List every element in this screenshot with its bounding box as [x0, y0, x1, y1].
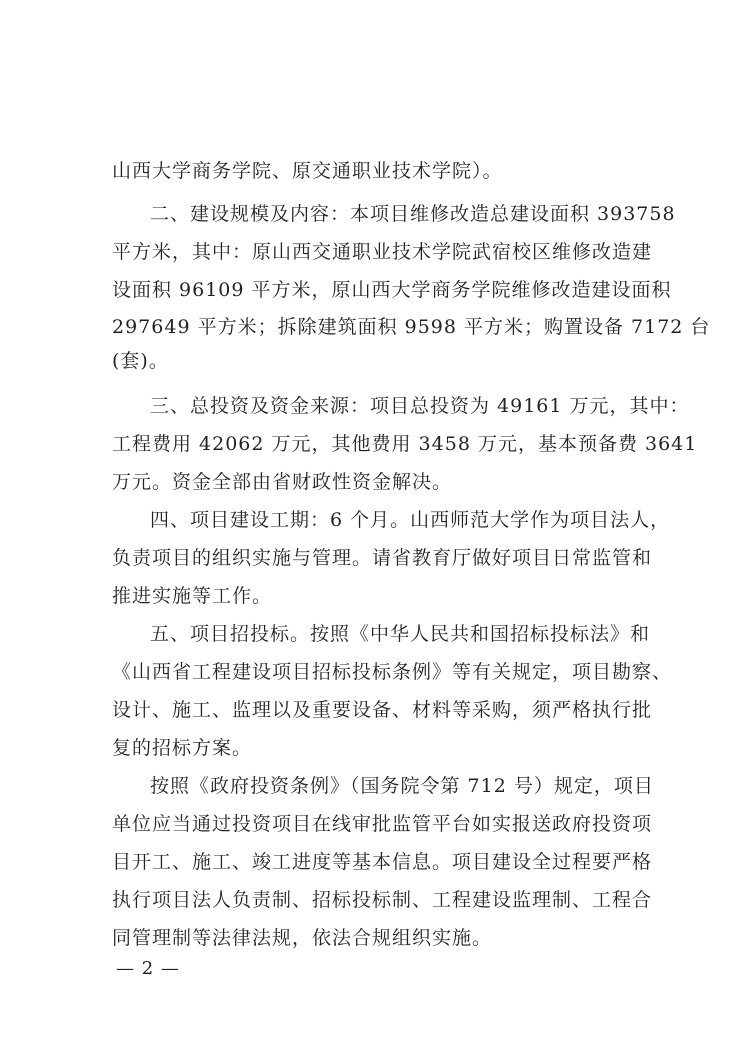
text-line: 二、建设规模及内容：本项目维修改造总建设面积 393758 [150, 203, 676, 225]
text-line: 297649 平方米；拆除建筑面积 9598 平方米；购置设备 7172 台 [112, 316, 711, 338]
text-line: 四、项目建设工期：6 个月。山西师范大学作为项目法人， [150, 509, 671, 531]
text-line: 同管理制等法律法规，依法合规组织实施。 [112, 927, 493, 949]
text-line: 复的招标方案。 [112, 737, 253, 759]
text-line: 平方米，其中：原山西交通职业技术学院武宿校区维修改造建 [112, 241, 653, 263]
text-line: 执行项目法人负责制、招标投标制、工程建设监理制、工程合 [112, 889, 653, 911]
text-line: 《山西省工程建设项目招标投标条例》等有关规定，项目勘察、 [112, 661, 673, 683]
text-line: 按照《政府投资条例》（国务院令第 712 号）规定，项目 [150, 775, 654, 797]
text-line: 工程费用 42062 万元，其他费用 3458 万元，基本预备费 3641 [112, 433, 698, 455]
text-line: 负责项目的组织实施与管理。请省教育厅做好项目日常监管和 [112, 547, 653, 569]
text-line: 设计、施工、监理以及重要设备、材料等采购，须严格执行批 [112, 699, 653, 721]
page-number: — 2 — [116, 958, 180, 979]
text-line: 单位应当通过投资项目在线审批监管平台如实报送政府投资项 [112, 813, 653, 835]
text-line: 设面积 96109 平方米，原山西大学商务学院维修改造建设面积 [112, 279, 672, 301]
text-line: 目开工、施工、竣工进度等基本信息。项目建设全过程要严格 [112, 851, 653, 873]
text-line: 推进实施等工作。 [112, 585, 273, 607]
text-line: 三、总投资及资金来源：项目总投资为 49161 万元，其中： [150, 395, 690, 417]
text-line: 五、项目招投标。按照《中华人民共和国招标投标法》和 [150, 623, 651, 645]
text-line: (套)。 [112, 350, 169, 372]
text-line: 山西大学商务学院、原交通职业技术学院）。 [112, 160, 503, 182]
text-line: 万元。资金全部由省财政性资金解决。 [112, 471, 453, 493]
